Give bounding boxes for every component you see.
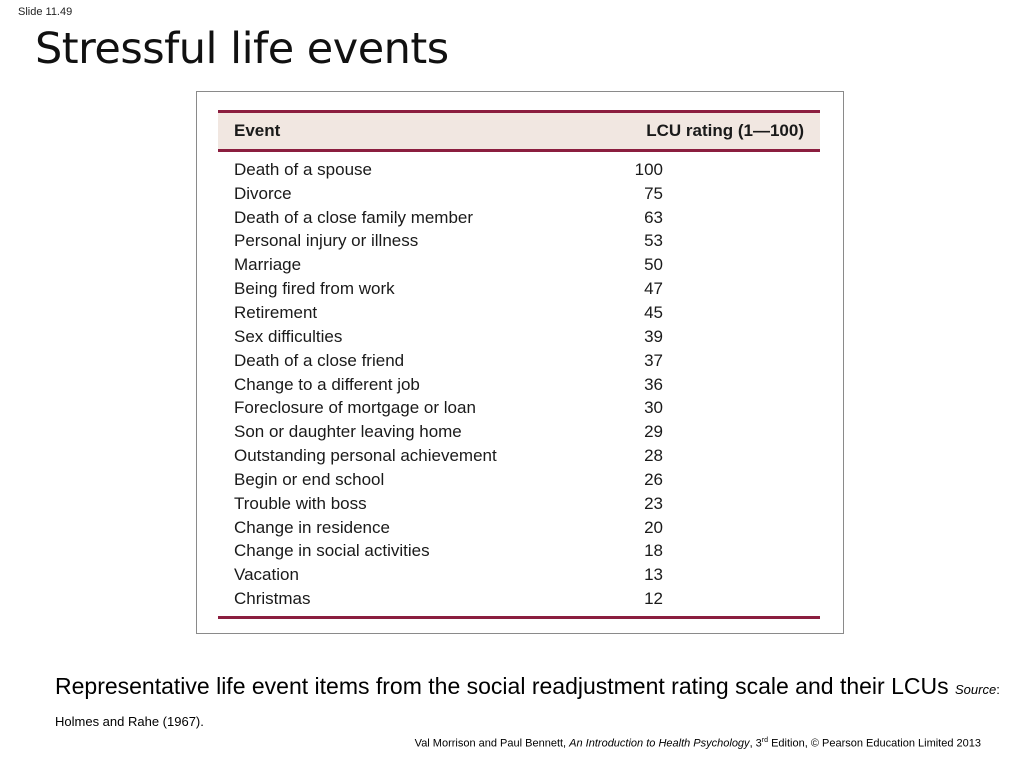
table-figure — [196, 91, 844, 634]
cell-lcu-rating: 30 — [644, 398, 663, 418]
cell-lcu-rating: 29 — [644, 422, 663, 442]
table-row — [218, 230, 820, 254]
table-row — [218, 468, 820, 492]
table-row — [218, 301, 820, 325]
footer-authors: Val Morrison and Paul Bennett, — [414, 737, 570, 750]
cell-event: Personal injury or illness — [234, 231, 419, 251]
cell-lcu-rating: 47 — [644, 279, 663, 299]
copyright-footer — [415, 737, 981, 750]
table-row — [218, 516, 820, 540]
table-row — [218, 420, 820, 444]
cell-event: Outstanding personal achievement — [234, 446, 497, 466]
footer-edition-num: , 3 — [749, 737, 762, 750]
cell-lcu-rating: 100 — [634, 159, 663, 179]
table-row — [218, 396, 820, 420]
cell-lcu-rating: 18 — [644, 541, 663, 561]
table-row — [218, 325, 820, 349]
cell-event: Foreclosure of mortgage or loan — [234, 398, 476, 418]
table-header-row — [218, 113, 820, 149]
cell-lcu-rating: 50 — [644, 255, 663, 275]
table-row — [218, 492, 820, 516]
table-row — [218, 158, 820, 182]
footer-book-title: An Introduction to Health Psychology — [569, 737, 750, 750]
cell-lcu-rating: 12 — [644, 589, 663, 609]
table-row — [218, 540, 820, 564]
cell-lcu-rating: 36 — [644, 374, 663, 394]
cell-event: Trouble with boss — [234, 493, 367, 513]
life-events-table — [218, 110, 820, 619]
cell-event: Retirement — [234, 302, 318, 322]
cell-lcu-rating: 75 — [644, 183, 663, 203]
cell-lcu-rating: 53 — [644, 231, 663, 251]
cell-event: Being fired from work — [234, 279, 395, 299]
cell-event: Sex difficulties — [234, 326, 343, 346]
cell-lcu-rating: 28 — [644, 446, 663, 466]
cell-lcu-rating: 26 — [644, 469, 663, 489]
cell-event: Change in residence — [234, 517, 390, 537]
cell-event: Death of a close friend — [234, 350, 405, 370]
header-event: Event — [234, 121, 281, 140]
header-lcu-rating: LCU rating (1—100) — [646, 121, 804, 140]
footer-edition-sup: rd — [761, 737, 769, 744]
table-row — [218, 563, 820, 587]
cell-event: Christmas — [234, 589, 311, 609]
cell-lcu-rating: 13 — [644, 565, 663, 585]
cell-lcu-rating: 20 — [644, 517, 663, 537]
figure-caption — [55, 672, 1005, 736]
caption-text: Representative life event items from the social readjustment rating scale and their LCUs — [55, 673, 949, 699]
cell-event: Death of a close family member — [234, 207, 474, 227]
source-text: : Holmes and Rahe (1967). — [55, 682, 1000, 729]
slide-title: Stressful life events — [35, 24, 449, 74]
cell-event: Change to a different job — [234, 374, 420, 394]
table-row — [218, 206, 820, 230]
table-row — [218, 253, 820, 277]
cell-event: Son or daughter leaving home — [234, 422, 462, 442]
table-row — [218, 444, 820, 468]
table-row — [218, 349, 820, 373]
cell-event: Divorce — [234, 183, 292, 203]
table-row — [218, 373, 820, 397]
cell-event: Change in social activities — [234, 541, 430, 561]
cell-lcu-rating: 63 — [644, 207, 663, 227]
cell-lcu-rating: 23 — [644, 493, 663, 513]
cell-lcu-rating: 45 — [644, 302, 663, 322]
table-bottom-rule — [218, 616, 820, 619]
cell-event: Death of a spouse — [234, 159, 372, 179]
cell-event: Vacation — [234, 565, 299, 585]
table-body — [218, 152, 820, 616]
table-row — [218, 587, 820, 611]
cell-event: Marriage — [234, 255, 302, 275]
cell-event: Begin or end school — [234, 469, 385, 489]
footer-rest: Edition, © Pearson Education Limited 2013 — [768, 737, 981, 750]
table-row — [218, 182, 820, 206]
cell-lcu-rating: 39 — [644, 326, 663, 346]
cell-lcu-rating: 37 — [644, 350, 663, 370]
table-row — [218, 277, 820, 301]
slide-number: Slide 11.49 — [18, 6, 73, 18]
source-label: Source — [954, 682, 997, 697]
